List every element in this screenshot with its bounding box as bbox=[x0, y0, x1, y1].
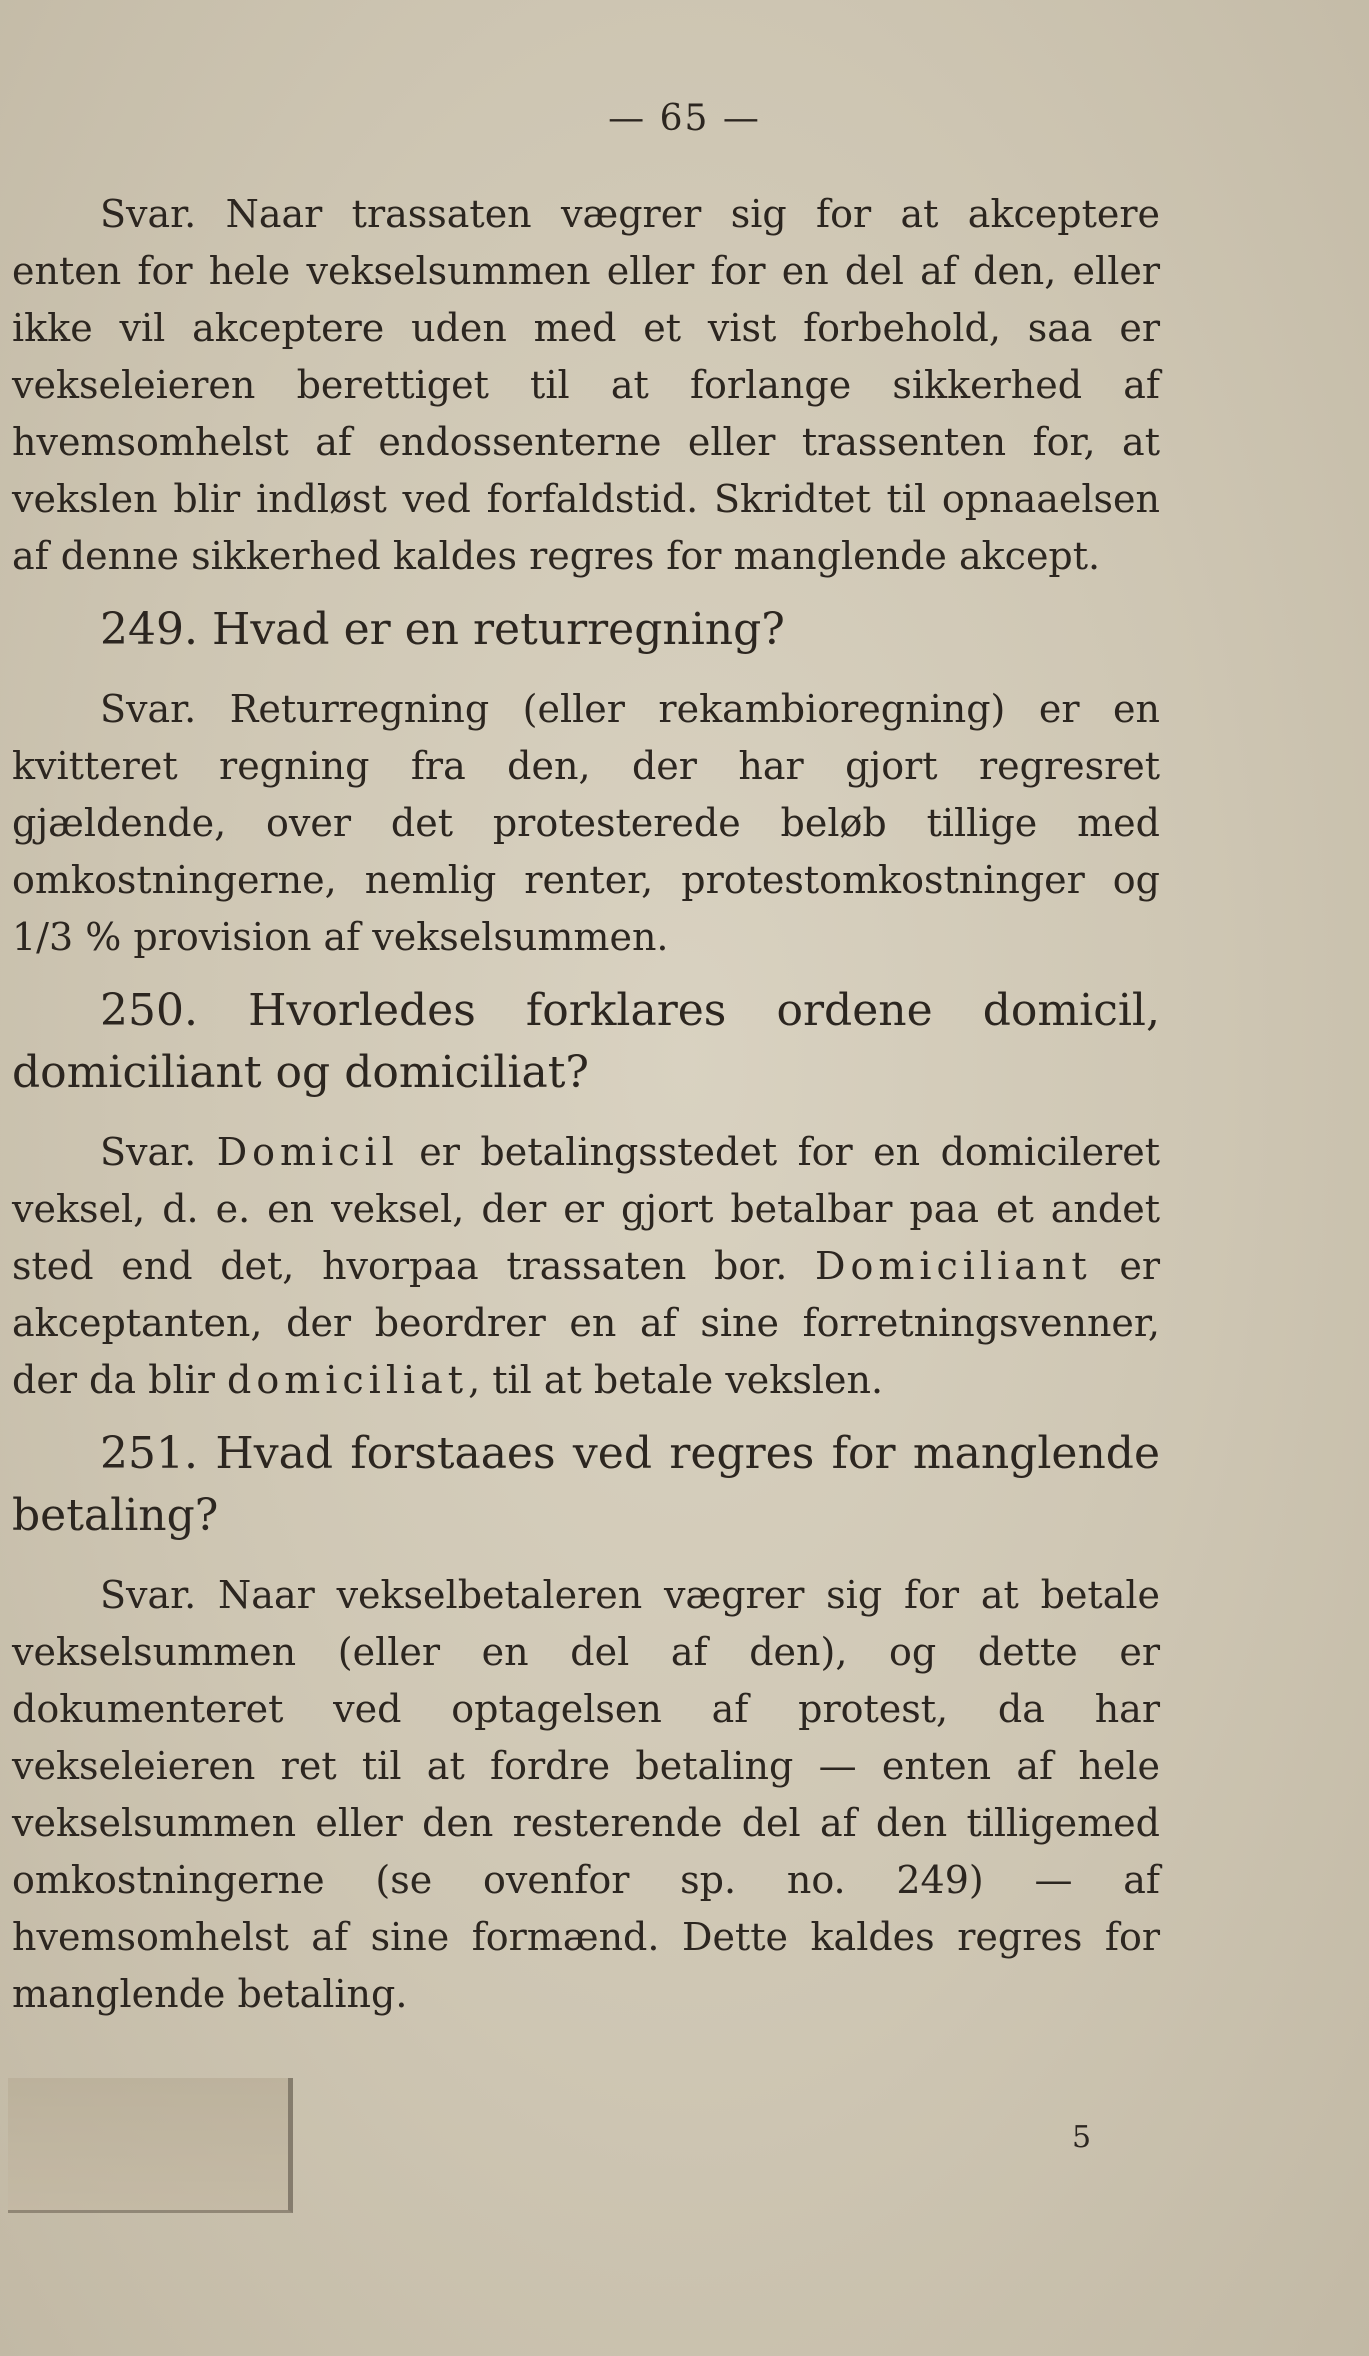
term-domiciliant: Domiciliant bbox=[814, 1244, 1092, 1288]
answer-250 bbox=[12, 1124, 1160, 1409]
answer-251: Svar. Naar vekselbetaleren vægrer sig for at betale vekselsummen (eller en del af den), og dette er dokumenteret ved optagelsen af protest, da har vekseleieren ret til at fordre betaling — enten af hele vekselsummen eller den resterende del af den tilligemed omkostningerne (se ovenfor sp. no. 249) — af hvemsomhelst af sine formænd. Dette kaldes regres for manglende betaling. bbox=[12, 1573, 1160, 2016]
signature-mark: 5 bbox=[1072, 2120, 1092, 2155]
term-domiciliat: domiciliat bbox=[227, 1358, 469, 1402]
question-250: 250. Hvorledes forklares ordene domicil, domiciliant og domiciliat? bbox=[12, 985, 1160, 1098]
page-number: — 65 — bbox=[608, 98, 761, 139]
page-body bbox=[12, 186, 1160, 2023]
answer-text: er akceptanten, der beordrer en af sine forretningsvenner, der da blir bbox=[12, 1244, 1161, 1402]
answer-label: Svar. bbox=[100, 1130, 217, 1174]
term-domicil: Domicil bbox=[216, 1130, 399, 1174]
answer-paragraph: Svar. Naar trassaten vægrer sig for at akceptere enten for hele vekselsummen eller for en del af den, eller ikke vil akceptere uden med et vist forbehold, saa er vekseleieren berettiget til at forlange sikkerhed af hvemsomhelst af endossenterne eller trassenten for, at vekslen blir indløst ved forfaldstid. Skridtet til opnaaelsen af denne sikkerhed kaldes regres for manglende akcept. bbox=[12, 192, 1160, 578]
answer-text: , til at betale vekslen. bbox=[468, 1358, 884, 1402]
question-251: 251. Hvad forstaaes ved regres for manglende betaling? bbox=[12, 1428, 1160, 1541]
question-249: 249. Hvad er en returregning? bbox=[100, 604, 785, 655]
answer-249: Svar. Returregning (eller rekambioregning) er en kvitteret regning fra den, der har gjort regresret gjældende, over det protesterede beløb tillige med omkostningerne, nemlig renter, protestomkostninger og 1/3 % provision af vekselsummen. bbox=[12, 687, 1160, 959]
answer-text: er betalingsstedet for en domicileret veksel, d. e. en veksel, der er gjort betalbar paa et andet sted end det, hvorpaa trassaten bor. bbox=[12, 1130, 1160, 1288]
paper-damage bbox=[8, 2078, 293, 2213]
